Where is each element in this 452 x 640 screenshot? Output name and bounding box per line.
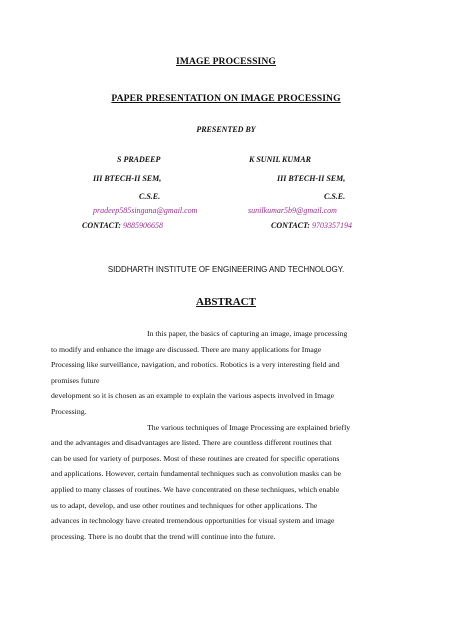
author-1-name: S PRADEEP [117, 155, 161, 164]
abstract-line: processing. There is no doubt that the trend will continue into the future. [51, 531, 276, 541]
author-2-name: K SUNIL KUMAR [249, 155, 311, 164]
abstract-body [51, 326, 411, 544]
author-2-email[interactable]: sunilkumar5b9@gmail.com [248, 206, 337, 215]
abstract-line: and the advantages and disadvantages are listed. There are countless different routines that [51, 438, 332, 448]
abstract-line: The various techniques of Image Processing are explained briefly [147, 422, 351, 432]
author-2-contact [271, 221, 352, 230]
abstract-line: development so it is chosen as an example to explain the various aspects involved in Image [51, 391, 335, 401]
abstract-line: Processing. [51, 406, 87, 416]
presented-by-label: PRESENTED BY [196, 125, 256, 134]
document-subtitle: PAPER PRESENTATION ON IMAGE PROCESSING [111, 93, 341, 104]
abstract-line: us to adapt, develop, and use other routines and techniques for other applications. The [51, 500, 318, 510]
institute-name: SIDDHARTH INSTITUTE OF ENGINEERING AND TECHNOLOGY. [107, 265, 345, 274]
author-1-contact-label: CONTACT: [82, 221, 121, 230]
abstract-line: advances in technology have created tremendous opportunities for visual system and image [51, 516, 335, 526]
document-title: IMAGE PROCESSING [176, 56, 276, 67]
author-2-dept: C.S.E. [324, 192, 346, 201]
abstract-line: can be used for variety of purposes. Most of these routines are created for specific operations [51, 453, 340, 463]
abstract-heading: ABSTRACT [196, 296, 256, 308]
author-1-contact-number: 9885906658 [122, 221, 163, 230]
abstract-line: to modify and enhance the image are discussed. There are many applications for Image [51, 344, 322, 354]
author-1-dept: C.S.E. [139, 192, 161, 201]
author-2-class: III BTECH-II SEM, [277, 174, 346, 183]
abstract-line: and applications. However, certain fundamental techniques such as convolution masks can be [51, 469, 342, 479]
abstract-line: Processing like surveillance, navigation, and robotics. Robotics is a very interesting field and [51, 360, 340, 370]
author-2-contact-label: CONTACT: [271, 221, 310, 230]
author-1-class: III BTECH-II SEM, [93, 174, 162, 183]
abstract-line: applied to many classes of routines. We have concentrated on these techniques, which enable [51, 484, 340, 494]
author-2-contact-number: 9703357194 [311, 221, 352, 230]
author-1-contact [82, 221, 163, 230]
abstract-line: promises future [51, 375, 100, 385]
author-1-email[interactable]: pradeep585singana@gmail.com [93, 206, 198, 215]
abstract-line: In this paper, the basics of capturing an image, image processing [147, 329, 348, 338]
